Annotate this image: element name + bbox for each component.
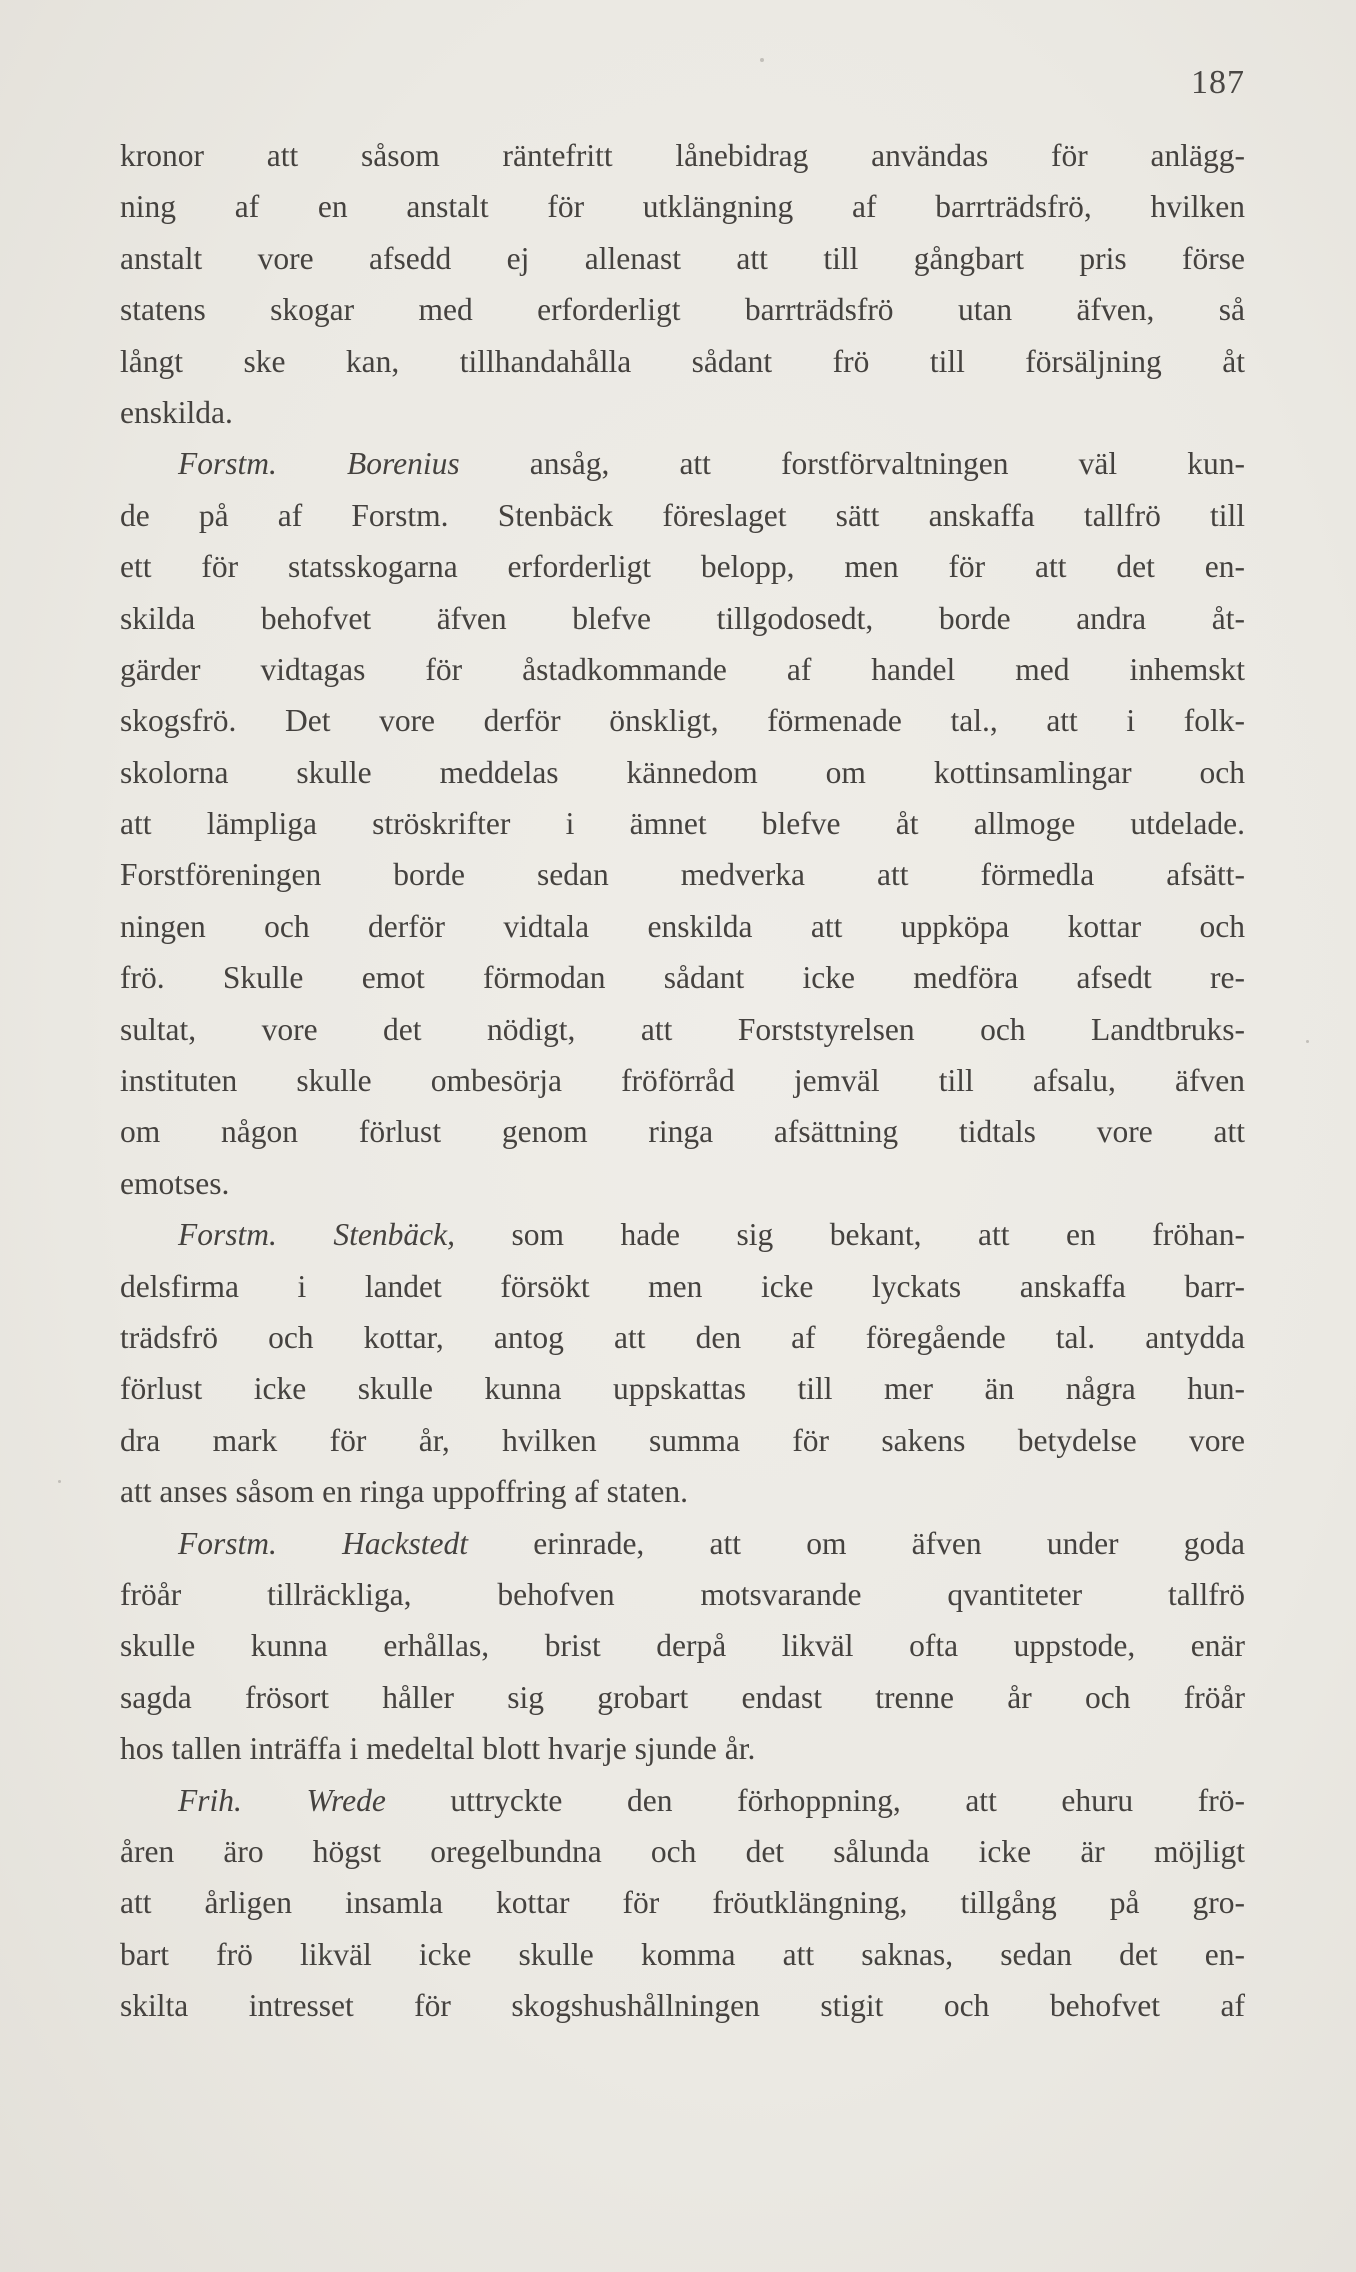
text-line [120, 1106, 1245, 1157]
text-run: att anses såsom en ringa uppoffring af staten. [120, 1474, 689, 1510]
text-line [120, 1261, 1245, 1312]
text-run: instituten skulle ombesörja fröförråd jemväl till afsalu, äfven [120, 1063, 1245, 1099]
text-line [120, 284, 1245, 335]
text-run: skogsfrö. Det vore derför önskligt, förmenade tal., att i folk- [120, 703, 1245, 739]
text-run: att lämpliga ströskrifter i ämnet blefve åt allmoge utdelade. [120, 806, 1245, 842]
text-run: ansåg, att forstförvaltningen väl kun- [459, 446, 1245, 482]
text-line [120, 387, 1245, 438]
text-run: erinrade, att om äfven under goda [468, 1525, 1245, 1561]
text-run: som hade sig bekant, att en fröhan- [454, 1217, 1245, 1253]
text-run: enskilda. [120, 394, 233, 430]
text-line [120, 438, 1245, 489]
text-run: dra mark för år, hvilken summa för sakens betydelse vore [120, 1422, 1245, 1458]
speaker-name: Forstm. Stenbäck, [178, 1217, 455, 1253]
text-run: frö. Skulle emot förmodan sådant icke medföra afsedt re- [120, 960, 1245, 996]
text-run: om någon förlust genom ringa afsättning tidtals vore att [120, 1114, 1245, 1150]
body-text [120, 130, 1245, 2031]
paper-speck [760, 58, 764, 62]
text-run: fröår tillräckliga, behofven motsvarande qvantiteter tallfrö [120, 1576, 1245, 1612]
text-run: anstalt vore afsedd ej allenast att till gångbart pris förse [120, 240, 1245, 276]
text-run: ning af en anstalt för utklängning af barrträdsfrö, hvilken [120, 189, 1245, 225]
text-line [120, 1363, 1245, 1414]
text-run: statens skogar med erforderligt barrträdsfrö utan äfven, så [120, 292, 1245, 328]
text-run: Forstföreningen borde sedan medverka att förmedla afsätt- [120, 857, 1245, 893]
text-line [120, 1055, 1245, 1106]
text-line [120, 490, 1245, 541]
text-line [120, 1877, 1245, 1928]
text-run: delsfirma i landet försökt men icke lyckats anskaffa barr- [120, 1268, 1245, 1304]
text-line [120, 541, 1245, 592]
text-line [120, 901, 1245, 952]
text-line [120, 952, 1245, 1003]
text-line [120, 593, 1245, 644]
text-line [120, 1312, 1245, 1363]
text-line [120, 695, 1245, 746]
text-run: åren äro högst oregelbundna och det sålunda icke är möjligt [120, 1833, 1245, 1869]
text-line [120, 849, 1245, 900]
text-line [120, 1929, 1245, 1980]
text-line [120, 1004, 1245, 1055]
text-line [120, 644, 1245, 695]
text-line [120, 798, 1245, 849]
text-run: skolorna skulle meddelas kännedom om kottinsamlingar och [120, 754, 1245, 790]
paper-speck [58, 1480, 61, 1483]
text-line [120, 336, 1245, 387]
text-run: gärder vidtagas för åstadkommande af handel med inhemskt [120, 651, 1245, 687]
speaker-name: Forstm. Hackstedt [178, 1525, 469, 1561]
text-line [120, 1620, 1245, 1671]
text-run: långt ske kan, tillhandahålla sådant frö till försäljning åt [120, 343, 1245, 379]
paper-speck [1306, 1040, 1309, 1043]
text-run: de på af Forstm. Stenbäck föreslaget sätt anskaffa tallfrö till [120, 497, 1245, 533]
text-line [120, 130, 1245, 181]
text-run: ningen och derför vidtala enskilda att uppköpa kottar och [120, 908, 1245, 944]
text-run: sagda frösort håller sig grobart endast trenne år och fröår [120, 1679, 1245, 1715]
text-run: kronor att såsom räntefritt lånebidrag användas för anlägg- [120, 138, 1245, 173]
text-run: sultat, vore det nödigt, att Forststyrelsen och Landtbruks- [120, 1011, 1245, 1047]
text-run: skilda behofvet äfven blefve tillgodosedt, borde andra åt- [120, 600, 1245, 636]
text-run: ett för statsskogarna erforderligt belopp, men för att det en- [120, 549, 1245, 585]
page-number: 187 [1191, 64, 1245, 101]
text-run: trädsfrö och kottar, antog att den af föregående tal. antydda [120, 1319, 1245, 1355]
text-line [120, 1415, 1245, 1466]
text-line [120, 233, 1245, 284]
text-line [120, 1826, 1245, 1877]
text-line [120, 181, 1245, 232]
text-run: skilta intresset för skogshushållningen stigit och behofvet af [120, 1988, 1245, 2024]
text-run: att årligen insamla kottar för fröutklängning, tillgång på gro- [120, 1885, 1245, 1921]
text-line [120, 1980, 1245, 2031]
text-line [120, 1209, 1245, 1260]
text-line [120, 1466, 1245, 1517]
text-run: uttryckte den förhoppning, att ehuru frö- [385, 1782, 1245, 1818]
text-run: skulle kunna erhållas, brist derpå likväl ofta uppstode, enär [120, 1628, 1245, 1664]
text-line [120, 1518, 1245, 1569]
text-line [120, 1672, 1245, 1723]
text-line [120, 1775, 1245, 1826]
text-line [120, 1569, 1245, 1620]
text-run: förlust icke skulle kunna uppskattas till mer än några hun- [120, 1371, 1245, 1407]
text-line [120, 747, 1245, 798]
text-run: bart frö likväl icke skulle komma att saknas, sedan det en- [120, 1936, 1245, 1972]
text-line [120, 1158, 1245, 1209]
speaker-name: Forstm. Borenius [178, 446, 460, 482]
text-run: hos tallen inträffa i medeltal blott hvarje sjunde år. [120, 1731, 756, 1767]
text-run: emotses. [120, 1165, 230, 1201]
text-line [120, 1723, 1245, 1774]
speaker-name: Frih. Wrede [178, 1782, 386, 1818]
